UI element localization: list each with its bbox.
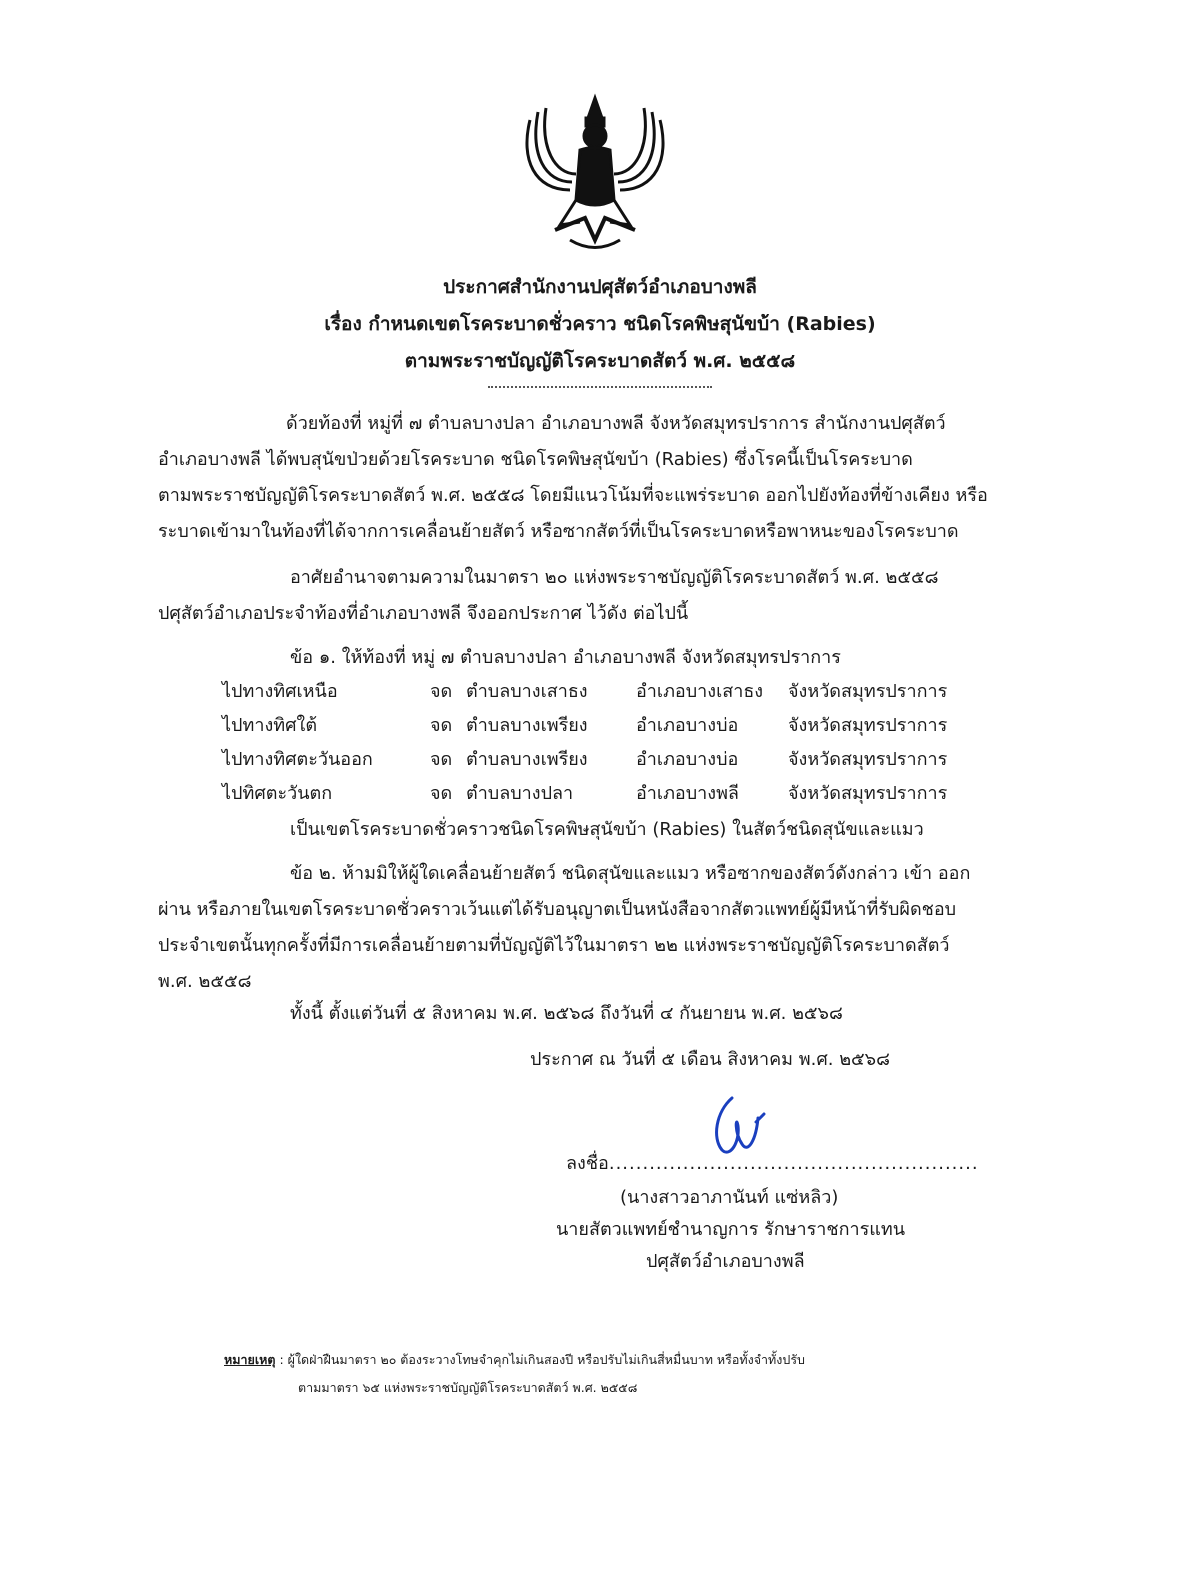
adjoin: จด <box>430 681 453 702</box>
para1-line: อำเภอบางพลี ได้พบสุนัขป่วยด้วยโรคระบาด ชนิดโรคพิษสุนัขบ้า (Rabies) ซึ่งโรคนี้เป็นโรคระบาด <box>158 449 913 470</box>
province: จังหวัดสมุทรปราการ <box>788 749 948 770</box>
adjoin: จด <box>430 783 453 804</box>
note-line-2: ตามมาตรา ๖๕ แห่งพระราชบัญญัติโรคระบาดสัตว์ พ.ศ. ๒๕๕๘ <box>298 1380 638 1395</box>
title-line-1: ประกาศสำนักงานปศุสัตว์อำเภอบางพลี <box>443 276 757 298</box>
clause1-intro: ข้อ ๑. ให้ท้องที่ หมู่ ๗ ตำบลบางปลา อำเภอบางพลี จังหวัดสมุทรปราการ <box>290 647 841 668</box>
title-line-2: เรื่อง กำหนดเขตโรคระบาดชั่วคราว ชนิดโรคพิษสุนัขบ้า (Rabies) <box>324 313 876 335</box>
announcement-date: ประกาศ ณ วันที่ ๕ เดือน สิงหาคม พ.ศ. ๒๕๖๘ <box>530 1049 890 1070</box>
para1-line: ด้วยท้องที่ หมู่ที่ ๗ ตำบลบางปลา อำเภอบางพลี จังหวัดสมุทรปราการ สำนักงานปศุสัตว์ <box>286 413 946 434</box>
para1-line: ระบาดเข้ามาในท้องที่ได้จากการเคลื่อนย้ายสัตว์ หรือซากสัตว์ที่เป็นโรคระบาดหรือพาหนะของโรคระบาด <box>158 521 959 542</box>
signer-office: ปศุสัตว์อำเภอบางพลี <box>646 1251 805 1272</box>
signature-label: ลงชื่อ <box>566 1153 609 1174</box>
adjoin: จด <box>430 715 453 736</box>
clause2-line: ข้อ ๒. ห้ามมิให้ผู้ใดเคลื่อนย้ายสัตว์ ชนิดสุนัขและแมว หรือซากของสัตว์ดังกล่าว เข้า ออก <box>290 863 971 884</box>
district: อำเภอบางเสาธง <box>636 681 764 702</box>
note-line-1 <box>224 1350 805 1370</box>
title-divider <box>488 386 712 388</box>
province: จังหวัดสมุทรปราการ <box>788 681 948 702</box>
direction: ไปทิศตะวันตก <box>222 783 333 804</box>
clause1-outro: เป็นเขตโรคระบาดชั่วคราวชนิดโรคพิษสุนัขบ้า (Rabies) ในสัตว์ชนิดสุนัขและแมว <box>290 819 924 840</box>
district: อำเภอบางบ่อ <box>636 715 739 736</box>
direction: ไปทางทิศตะวันออก <box>222 749 373 770</box>
effective-period: ทั้งนี้ ตั้งแต่วันที่ ๕ สิงหาคม พ.ศ. ๒๕๖๘ ถึงวันที่ ๔ กันยายน พ.ศ. ๒๕๖๘ <box>290 1003 843 1024</box>
garuda-emblem <box>510 90 680 260</box>
signature-line: ลงชื่อ....................................................... <box>566 1153 979 1174</box>
para2-line: อาศัยอำนาจตามความในมาตรา ๒๐ แห่งพระราชบัญญัติโรคระบาดสัตว์ พ.ศ. ๒๕๕๘ <box>290 567 939 588</box>
adjoin: จด <box>430 749 453 770</box>
signer-position: นายสัตวแพทย์ชำนาญการ รักษาราชการแทน <box>556 1219 906 1240</box>
clause2-line: ประจำเขตนั้นทุกครั้งที่มีการเคลื่อนย้ายตามที่บัญญัติไว้ในมาตรา ๒๒ แห่งพระราชบัญญัติโรคระบาดสัตว์ <box>158 935 950 956</box>
direction: ไปทางทิศเหนือ <box>222 681 338 702</box>
subdistrict: ตำบลบางเพรียง <box>466 715 588 736</box>
clause2-line: ผ่าน หรือภายในเขตโรคระบาดชั่วคราวเว้นแต่ได้รับอนุญาตเป็นหนังสือจากสัตวแพทย์ผู้มีหน้าที่รับผิดชอบ <box>158 899 957 920</box>
subdistrict: ตำบลบางเสาธง <box>466 681 588 702</box>
para1-line: ตามพระราชบัญญัติโรคระบาดสัตว์ พ.ศ. ๒๕๕๘ โดยมีแนวโน้มที่จะแพร่ระบาด ออกไปยังท้องที่ข้างเคียง หรือ <box>158 485 988 506</box>
district: อำเภอบางบ่อ <box>636 749 739 770</box>
signer-name: (นางสาวอาภานันท์ แซ่หลิว) <box>620 1187 839 1208</box>
subdistrict: ตำบลบางเพรียง <box>466 749 588 770</box>
province: จังหวัดสมุทรปราการ <box>788 715 948 736</box>
note-text: : ผู้ใดฝ่าฝืนมาตรา ๒๐ ต้องระวางโทษจำคุกไม่เกินสองปี หรือปรับไม่เกินสี่หมื่นบาท หรือทั้งจำทั้งปรับ <box>279 1352 805 1367</box>
district: อำเภอบางพลี <box>636 783 739 804</box>
direction: ไปทางทิศใต้ <box>222 715 318 736</box>
title-line-3: ตามพระราชบัญญัติโรคระบาดสัตว์ พ.ศ. ๒๕๕๘ <box>404 350 796 372</box>
para2-line: ปศุสัตว์อำเภอประจำท้องที่อำเภอบางพลี จึงออกประกาศ ไว้ดัง ต่อไปนี้ <box>158 603 689 624</box>
province: จังหวัดสมุทรปราการ <box>788 783 948 804</box>
subdistrict: ตำบลบางปลา <box>466 783 574 804</box>
note-label: หมายเหตุ <box>224 1352 276 1367</box>
clause2-line: พ.ศ. ๒๕๕๘ <box>158 971 252 992</box>
